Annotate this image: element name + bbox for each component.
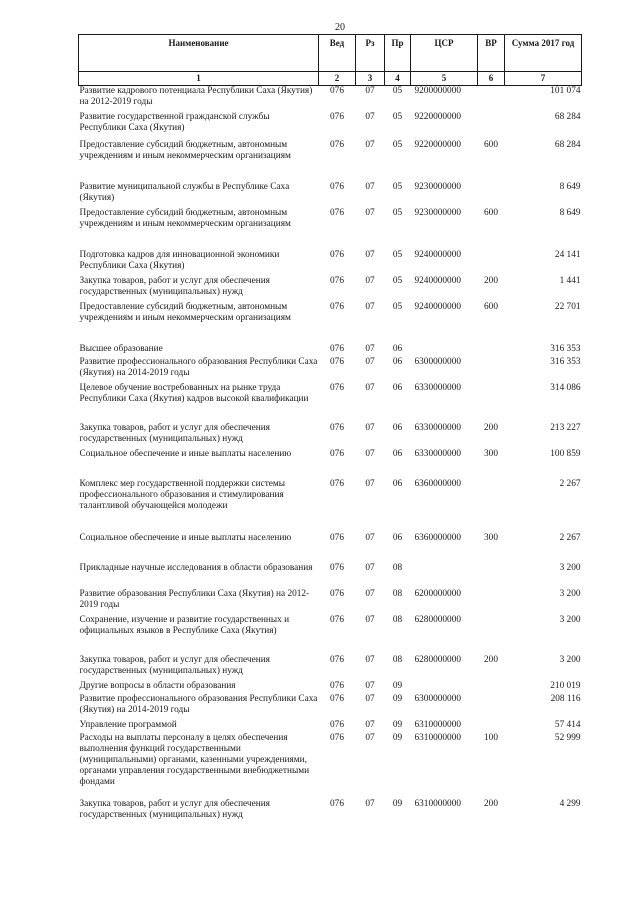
- row-sum: 8 649: [559, 207, 581, 218]
- row-pr: 06: [392, 422, 403, 433]
- row-sum: 4 299: [559, 798, 581, 809]
- row-vr: [478, 681, 505, 694]
- row-pr: 05: [392, 275, 403, 286]
- row-csr: 6360000000: [414, 478, 461, 489]
- table-row: [79, 423, 582, 449]
- row-ved: 076: [330, 343, 344, 354]
- row-sum: 2 267: [559, 478, 581, 489]
- row-rz: 07: [365, 562, 375, 573]
- table-row: [79, 302, 582, 344]
- row-rz: 07: [365, 301, 375, 312]
- row-rz: 07: [365, 693, 375, 704]
- row-vr: [478, 615, 505, 655]
- row-pr: 09: [392, 680, 403, 691]
- row-name: Комплекс мер государственной поддержки системы профессионального образования и стимулирования талантливой обучающейся молодежи: [79, 478, 286, 511]
- row-vr: [478, 694, 505, 720]
- row-csr: 9240000000: [414, 275, 461, 286]
- row-rz: 07: [365, 614, 375, 625]
- row-vr: [478, 357, 505, 383]
- row-rz: 07: [365, 654, 375, 665]
- header-sum: Сумма 2017 год: [505, 35, 582, 72]
- row-sum: 3 200: [559, 588, 581, 599]
- header-row: [79, 35, 582, 72]
- row-sum: 314 086: [550, 382, 581, 393]
- table-row: [79, 344, 582, 357]
- row-rz: 07: [365, 732, 375, 743]
- column-number: 2: [319, 72, 356, 86]
- row-ved: 076: [330, 207, 344, 218]
- row-rz: 07: [365, 680, 375, 691]
- row-name: Закупка товаров, работ и услуг для обеспечения государственных (муниципальных) нужд: [79, 798, 270, 820]
- row-vr: [478, 479, 505, 533]
- row-csr: 6330000000: [414, 448, 461, 459]
- row-vr: 200: [484, 798, 498, 809]
- table-row: [79, 733, 582, 799]
- row-vr: 600: [484, 207, 498, 218]
- row-csr: 9240000000: [414, 301, 461, 312]
- row-csr: 6310000000: [414, 732, 461, 743]
- row-vr: [478, 344, 505, 357]
- row-csr: 6310000000: [414, 798, 461, 809]
- row-vr: [478, 112, 505, 140]
- row-vr: [478, 182, 505, 208]
- row-pr: 05: [392, 139, 403, 150]
- row-vr: 200: [484, 422, 498, 433]
- column-number: 3: [356, 72, 385, 86]
- row-pr: 05: [392, 86, 403, 96]
- row-csr: 6300000000: [414, 693, 461, 704]
- header-vr: ВР: [478, 35, 505, 72]
- table-body: [79, 86, 582, 829]
- row-ved: 076: [330, 139, 344, 150]
- row-ved: 076: [330, 532, 344, 543]
- row-pr: 05: [392, 301, 403, 312]
- row-rz: 07: [365, 181, 375, 192]
- row-rz: 07: [365, 422, 375, 433]
- row-rz: 07: [365, 478, 375, 489]
- row-ved: 076: [330, 422, 344, 433]
- row-pr: 06: [392, 356, 403, 367]
- row-ved: 076: [330, 86, 344, 96]
- table-row: [79, 86, 582, 112]
- column-number: 5: [411, 72, 478, 86]
- row-rz: 07: [365, 448, 375, 459]
- table-row: [79, 479, 582, 533]
- column-number: 7: [505, 72, 582, 86]
- table-row: [79, 533, 582, 563]
- row-csr: 6280000000: [414, 654, 461, 665]
- row-pr: 09: [392, 719, 403, 730]
- table-row: [79, 589, 582, 615]
- column-number: 1: [79, 72, 319, 86]
- table-row: [79, 615, 582, 655]
- row-rz: 07: [365, 719, 375, 730]
- row-rz: 07: [365, 139, 375, 150]
- row-name: Предоставление субсидий бюджетным, автономным учреждениям и иным некоммерческим организациям: [79, 207, 291, 229]
- row-pr: 06: [392, 448, 403, 459]
- row-sum: 100 859: [550, 448, 581, 459]
- row-csr: 9200000000: [414, 86, 461, 96]
- row-csr: 6330000000: [414, 382, 461, 393]
- row-pr: 09: [392, 798, 403, 809]
- row-name: Развитие профессионального образования Республики Саха (Якутия) на 2014-2019 годы: [79, 693, 318, 715]
- row-rz: 07: [365, 798, 375, 809]
- row-csr: 9220000000: [414, 111, 461, 122]
- header-pr: Пр: [385, 35, 411, 72]
- row-vr: [478, 720, 505, 733]
- row-sum: 1 441: [559, 275, 581, 286]
- row-name: Закупка товаров, работ и услуг для обеспечения государственных (муниципальных) нужд: [79, 654, 270, 676]
- table-row: [79, 276, 582, 302]
- row-name: Развитие образования Республики Саха (Якутия) на 2012-2019 годы: [79, 588, 310, 610]
- row-pr: 08: [392, 588, 403, 599]
- page-number: 20: [335, 22, 345, 33]
- row-name: Закупка товаров, работ и услуг для обеспечения государственных (муниципальных) нужд: [79, 275, 270, 297]
- row-csr: [411, 563, 478, 589]
- table-row: [79, 563, 582, 589]
- row-name: Предоставление субсидий бюджетным, автономным учреждениям и иным некоммерческим организациям: [79, 139, 291, 161]
- table-row: [79, 681, 582, 694]
- row-csr: 6360000000: [414, 532, 461, 543]
- row-vr: 300: [484, 448, 498, 459]
- row-ved: 076: [330, 588, 344, 599]
- row-ved: 076: [330, 478, 344, 489]
- row-name: Расходы на выплаты персоналу в целях обеспечения выполнения функций государственными (муниципальными) органами, казенными учреждениями, органами управления государственными внебюджетными фондами: [79, 732, 310, 787]
- row-vr: 300: [484, 532, 498, 543]
- row-ved: 076: [330, 562, 344, 573]
- row-csr: [411, 344, 478, 357]
- row-pr: 08: [392, 614, 403, 625]
- row-vr: 600: [484, 139, 498, 150]
- row-sum: 210 019: [550, 680, 581, 691]
- row-csr: 9230000000: [414, 207, 461, 218]
- row-sum: 2 267: [559, 532, 581, 543]
- row-name: Развитие профессионального образования Республики Саха (Якутия) на 2014-2019 годы: [79, 356, 318, 378]
- row-sum: 3 200: [559, 614, 581, 625]
- row-sum: 316 353: [550, 356, 581, 367]
- row-csr: 9220000000: [414, 139, 461, 150]
- row-rz: 07: [365, 356, 375, 367]
- row-pr: 06: [392, 343, 403, 354]
- row-csr: 6280000000: [414, 614, 461, 625]
- row-vr: [478, 383, 505, 423]
- row-ved: 076: [330, 732, 344, 743]
- row-name: Прикладные научные исследования в области образования: [79, 562, 313, 573]
- row-name: Социальное обеспечение и иные выплаты населению: [79, 448, 292, 459]
- row-name: Предоставление субсидий бюджетным, автономным учреждениям и иным некоммерческим организациям: [79, 301, 291, 323]
- row-rz: 07: [365, 249, 375, 260]
- header-csr: ЦСР: [411, 35, 478, 72]
- row-pr: 05: [392, 249, 403, 260]
- row-sum: 57 414: [554, 719, 581, 730]
- row-pr: 06: [392, 382, 403, 393]
- table-row: [79, 694, 582, 720]
- row-name: Социальное обеспечение и иные выплаты населению: [79, 532, 292, 543]
- header-ved: Вед: [319, 35, 356, 72]
- row-ved: 076: [330, 382, 344, 393]
- row-rz: 07: [365, 382, 375, 393]
- row-ved: 076: [330, 275, 344, 286]
- row-csr: 6300000000: [414, 356, 461, 367]
- row-csr: [411, 681, 478, 694]
- row-sum: 316 353: [550, 343, 581, 354]
- row-sum: 52 999: [554, 732, 581, 743]
- row-rz: 07: [365, 86, 375, 96]
- row-ved: 076: [330, 448, 344, 459]
- table-row: [79, 250, 582, 276]
- row-ved: 076: [330, 614, 344, 625]
- row-sum: 24 141: [554, 249, 581, 260]
- row-pr: 08: [392, 654, 403, 665]
- row-name: Подготовка кадров для инновационной экономики Республики Саха (Якутия): [79, 249, 280, 271]
- row-rz: 07: [365, 207, 375, 218]
- row-rz: 07: [365, 111, 375, 122]
- row-ved: 076: [330, 111, 344, 122]
- row-vr: [478, 563, 505, 589]
- row-name: Развитие кадрового потенциала Республики Саха (Якутия) на 2012-2019 годы: [79, 86, 313, 107]
- row-name: Высшее образование: [79, 343, 163, 354]
- row-name: Целевое обучение востребованных на рынке труда Республики Саха (Якутия) кадров высокой квалификации: [79, 382, 309, 404]
- row-vr: [478, 589, 505, 615]
- row-name: Закупка товаров, работ и услуг для обеспечения государственных (муниципальных) нужд: [79, 422, 270, 444]
- header-name: Наименование: [79, 35, 319, 72]
- row-name: Развитие муниципальной службы в Республике Саха (Якутия): [79, 181, 290, 203]
- row-sum: 3 200: [559, 654, 581, 665]
- row-pr: 06: [392, 532, 403, 543]
- row-vr: 200: [484, 654, 498, 665]
- row-ved: 076: [330, 693, 344, 704]
- row-ved: 076: [330, 249, 344, 260]
- column-number-row: [79, 72, 582, 86]
- row-ved: 076: [330, 798, 344, 809]
- table-row: [79, 140, 582, 182]
- table-row: [79, 449, 582, 479]
- row-sum: 213 227: [550, 422, 581, 433]
- row-vr: [478, 250, 505, 276]
- row-vr: 200: [484, 275, 498, 286]
- row-sum: 3 200: [559, 562, 581, 573]
- table-row: [79, 112, 582, 140]
- table-header: [79, 35, 582, 86]
- row-vr: 100: [484, 732, 498, 743]
- row-rz: 07: [365, 532, 375, 543]
- row-name: Развитие государственной гражданской службы Республики Саха (Якутия): [79, 111, 270, 133]
- row-name: Сохранение, изучение и развитие государственных и официальных языков в Республике Саха (Якутия): [79, 614, 290, 636]
- table-row: [79, 208, 582, 250]
- row-ved: 076: [330, 301, 344, 312]
- column-number: 6: [478, 72, 505, 86]
- row-rz: 07: [365, 343, 375, 354]
- row-sum: 22 701: [554, 301, 581, 312]
- row-rz: 07: [365, 588, 375, 599]
- row-ved: 076: [330, 181, 344, 192]
- row-ved: 076: [330, 356, 344, 367]
- row-rz: 07: [365, 275, 375, 286]
- header-rz: Рз: [356, 35, 385, 72]
- table-row: [79, 383, 582, 423]
- row-pr: 09: [392, 732, 403, 743]
- row-csr: 6330000000: [414, 422, 461, 433]
- row-pr: 08: [392, 562, 403, 573]
- column-number: 4: [385, 72, 411, 86]
- row-sum: 8 649: [559, 181, 581, 192]
- row-sum: 68 284: [554, 139, 581, 150]
- budget-table: [78, 34, 582, 829]
- row-vr: 600: [484, 301, 498, 312]
- table-row: [79, 655, 582, 681]
- row-name: Управление программой: [79, 719, 177, 730]
- row-name: Другие вопросы в области образования: [79, 680, 236, 691]
- row-pr: 09: [392, 693, 403, 704]
- row-pr: 05: [392, 181, 403, 192]
- row-pr: 06: [392, 478, 403, 489]
- row-pr: 05: [392, 207, 403, 218]
- row-sum: 68 284: [554, 111, 581, 122]
- row-sum: 208 116: [550, 693, 581, 704]
- table-row: [79, 799, 582, 829]
- row-ved: 076: [330, 719, 344, 730]
- row-sum: 101 074: [550, 86, 581, 96]
- row-vr: [478, 86, 505, 112]
- row-csr: 6310000000: [414, 719, 461, 730]
- table-row: [79, 182, 582, 208]
- table-row: [79, 357, 582, 383]
- row-pr: 05: [392, 111, 403, 122]
- row-ved: 076: [330, 654, 344, 665]
- row-csr: 9240000000: [414, 249, 461, 260]
- row-csr: 9230000000: [414, 181, 461, 192]
- row-ved: 076: [330, 680, 344, 691]
- table-row: [79, 720, 582, 733]
- row-csr: 6200000000: [414, 588, 461, 599]
